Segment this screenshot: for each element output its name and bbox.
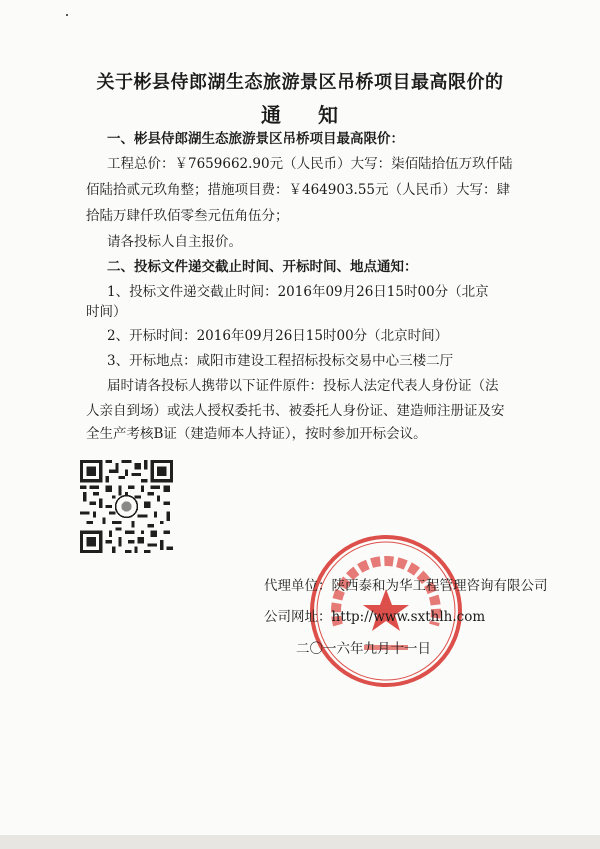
section2-line-5: 届时请各投标人携带以下证件原件：投标人法定代表人身份证（法 [107,378,499,394]
qr-code [80,460,173,553]
scan-speck [66,14,68,16]
section1-line-3: 拾陆万肆仟玖佰零叁元伍角伍分； [86,208,289,224]
section2-line-4: 3、开标地点：咸阳市建设工程招标投标交易中心三楼二厅 [107,353,454,369]
company-website[interactable]: 公司网址：http://www.sxthlh.com [264,609,486,625]
subtitle-char-1: 通 [261,103,282,127]
section1-heading: 一、彬县侍郎湖生态旅游景区吊桥项目最高限价： [107,131,404,147]
agent-unit: 代理单位：陕西泰和为华工程管理咨询有限公司 [264,578,548,594]
issue-date: 二〇一六年九月十一日 [296,641,431,657]
subtitle-char-2: 知 [318,103,339,127]
section1-line-2: 佰陆拾贰元玖角整；措施项目费：￥464903.55元（人民币）大写：肆 [86,182,511,198]
scan-edge [0,835,600,849]
section2-heading: 二、投标文件递交截止时间、开标时间、地点通知： [107,259,418,275]
section2-line-6: 人亲自到场）或法人授权委托书、被委托人身份证、建造师注册证及安 [86,403,505,419]
section2-line-1: 1、投标文件递交截止时间：2016年09月26日15时00分（北京 [107,284,489,300]
section1-line-1: 工程总价：￥7659662.90元（人民币）大写：柒佰陆拾伍万玖仟陆 [107,156,513,172]
section2-line-3: 2、开标时间：2016年09月26日15时00分（北京时间） [107,328,449,344]
document-subtitle [0,99,600,128]
section2-line-7: 全生产考核B证（建造师本人持证），按时参加开标会议。 [86,426,427,442]
section2-line-2: 时间） [86,304,127,320]
section1-line-4: 请各投标人自主报价。 [107,234,242,250]
document-title: 关于彬县侍郎湖生态旅游景区吊桥项目最高限价的 [96,72,504,93]
